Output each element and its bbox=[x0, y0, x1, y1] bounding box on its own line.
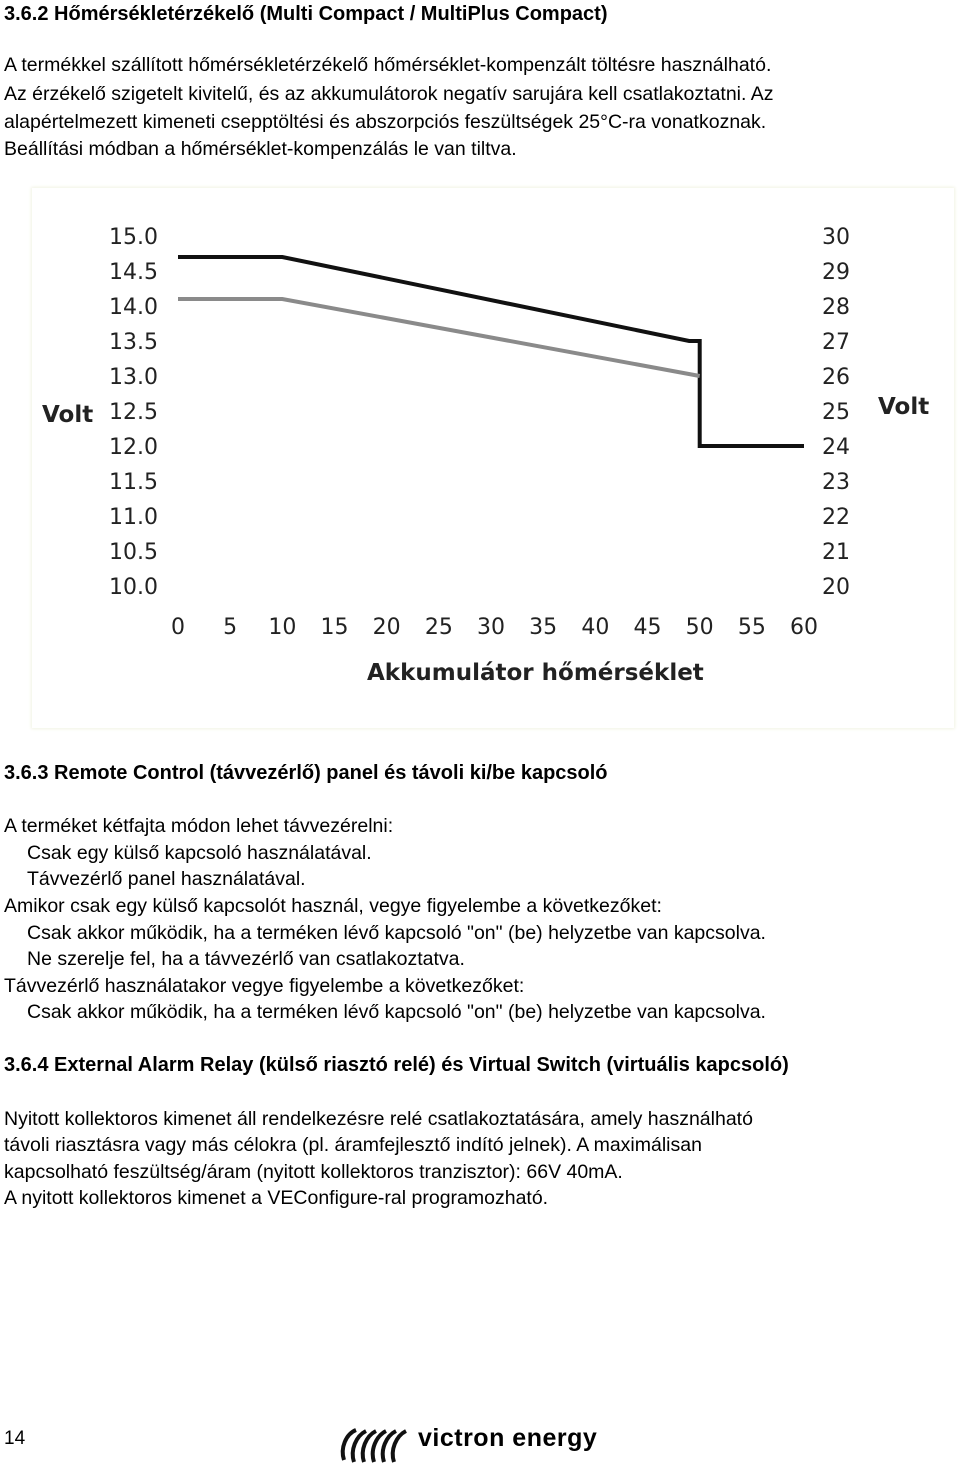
y-tick-left: 12.5 bbox=[109, 400, 158, 425]
paragraph-line: Amikor csak egy külső kapcsolót használ, vegye figyelembe a következőket: bbox=[4, 895, 662, 917]
x-tick: 60 bbox=[790, 615, 818, 640]
x-tick: 50 bbox=[685, 615, 714, 640]
y-tick-left: 14.5 bbox=[109, 260, 158, 285]
y-tick-left: 13.5 bbox=[109, 330, 158, 355]
y-tick-right: 28 bbox=[822, 295, 850, 320]
y-tick-right: 21 bbox=[822, 540, 850, 565]
victron-logo-mark-icon bbox=[338, 1422, 414, 1468]
section-heading-363: 3.6.3 Remote Control (távvezérlő) panel és távoli ki/be kapcsoló bbox=[4, 762, 608, 784]
y-tick-left: 10.5 bbox=[109, 540, 158, 565]
paragraph-line: kapcsolható feszültség/áram (nyitott kollektoros tranzisztor): 66V 40mA. bbox=[4, 1161, 623, 1183]
y-tick-right: 22 bbox=[822, 505, 850, 530]
chart-svg bbox=[32, 188, 954, 728]
paragraph-line: távoli riasztásra vagy más célokra (pl. áramfejlesztő indító jelnek). A maximálisan bbox=[4, 1134, 702, 1156]
x-tick: 0 bbox=[171, 615, 185, 640]
y-tick-right: 30 bbox=[822, 225, 850, 250]
temperature-compensation-chart bbox=[32, 188, 954, 728]
y-tick-right: 20 bbox=[822, 575, 850, 600]
x-tick: 45 bbox=[633, 615, 662, 640]
y-tick-right: 27 bbox=[822, 330, 850, 355]
list-item: Távvezérlő panel használatával. bbox=[27, 868, 306, 890]
logo-text: victron energy bbox=[418, 1424, 598, 1452]
list-item: Csak akkor működik, ha a terméken lévő kapcsoló "on" (be) helyzetbe van kapcsolva. bbox=[27, 922, 766, 944]
victron-logo bbox=[338, 1420, 608, 1470]
y-tick-right: 23 bbox=[822, 470, 850, 495]
list-item: Csak egy külső kapcsoló használatával. bbox=[27, 842, 372, 864]
x-tick: 55 bbox=[737, 615, 766, 640]
y-tick-right: 26 bbox=[822, 365, 850, 390]
y-axis-label-left: Volt bbox=[42, 402, 94, 428]
x-axis-label: Akkumulátor hőmérséklet bbox=[367, 660, 704, 686]
x-tick: 5 bbox=[223, 615, 238, 640]
list-item: Ne szerelje fel, ha a távvezérlő van csatlakoztatva. bbox=[27, 948, 465, 970]
paragraph-line: Nyitott kollektoros kimenet áll rendelkezésre relé csatlakoztatására, amely használható bbox=[4, 1108, 753, 1130]
y-tick-right: 25 bbox=[822, 400, 850, 425]
page-number: 14 bbox=[4, 1428, 26, 1449]
y-tick-left: 15.0 bbox=[109, 225, 158, 250]
x-tick: 15 bbox=[320, 615, 349, 640]
series-line-2 bbox=[178, 299, 700, 376]
paragraph-line: Az érzékelő szigetelt kivitelű, és az akkumulátorok negatív sarujára kell csatlakoztatni. Az bbox=[4, 83, 774, 105]
section-heading-364: 3.6.4 External Alarm Relay (külső riasztó relé) és Virtual Switch (virtuális kapcsoló) bbox=[4, 1054, 789, 1076]
y-tick-left: 12.0 bbox=[109, 435, 158, 460]
y-tick-left: 11.0 bbox=[109, 505, 158, 530]
y-tick-right: 29 bbox=[822, 260, 850, 285]
section-heading-362: 3.6.2 Hőmérsékletérzékelő (Multi Compact / MultiPlus Compact) bbox=[4, 3, 608, 25]
y-tick-left: 13.0 bbox=[109, 365, 158, 390]
x-tick: 20 bbox=[372, 615, 401, 640]
y-tick-left: 14.0 bbox=[109, 295, 158, 320]
x-tick: 40 bbox=[581, 615, 610, 640]
paragraph-line: A termékkel szállított hőmérsékletérzékelő hőmérséklet-kompenzált töltésre használható. bbox=[4, 54, 772, 76]
paragraph-line: Beállítási módban a hőmérséklet-kompenzálás le van tiltva. bbox=[4, 138, 517, 160]
series-line-1 bbox=[178, 257, 804, 446]
x-tick: 10 bbox=[268, 615, 297, 640]
y-tick-right: 24 bbox=[822, 435, 850, 460]
x-tick: 35 bbox=[529, 615, 558, 640]
x-tick: 30 bbox=[477, 615, 505, 640]
paragraph-line: A terméket kétfajta módon lehet távvezérelni: bbox=[4, 815, 394, 837]
y-axis-label-right: Volt bbox=[878, 394, 930, 420]
list-item: Csak akkor működik, ha a terméken lévő kapcsoló "on" (be) helyzetbe van kapcsolva. bbox=[27, 1001, 766, 1023]
x-tick: 25 bbox=[424, 615, 453, 640]
paragraph-line: A nyitott kollektoros kimenet a VEConfigure-ral programozható. bbox=[4, 1187, 549, 1209]
y-tick-left: 11.5 bbox=[109, 470, 158, 495]
paragraph-line: alapértelmezett kimeneti csepptöltési és abszorpciós feszültségek 25°C-ra vonatkoznak. bbox=[4, 111, 767, 133]
paragraph-line: Távvezérlő használatakor vegye figyelembe a következőket: bbox=[4, 975, 525, 997]
y-tick-left: 10.0 bbox=[109, 575, 158, 600]
